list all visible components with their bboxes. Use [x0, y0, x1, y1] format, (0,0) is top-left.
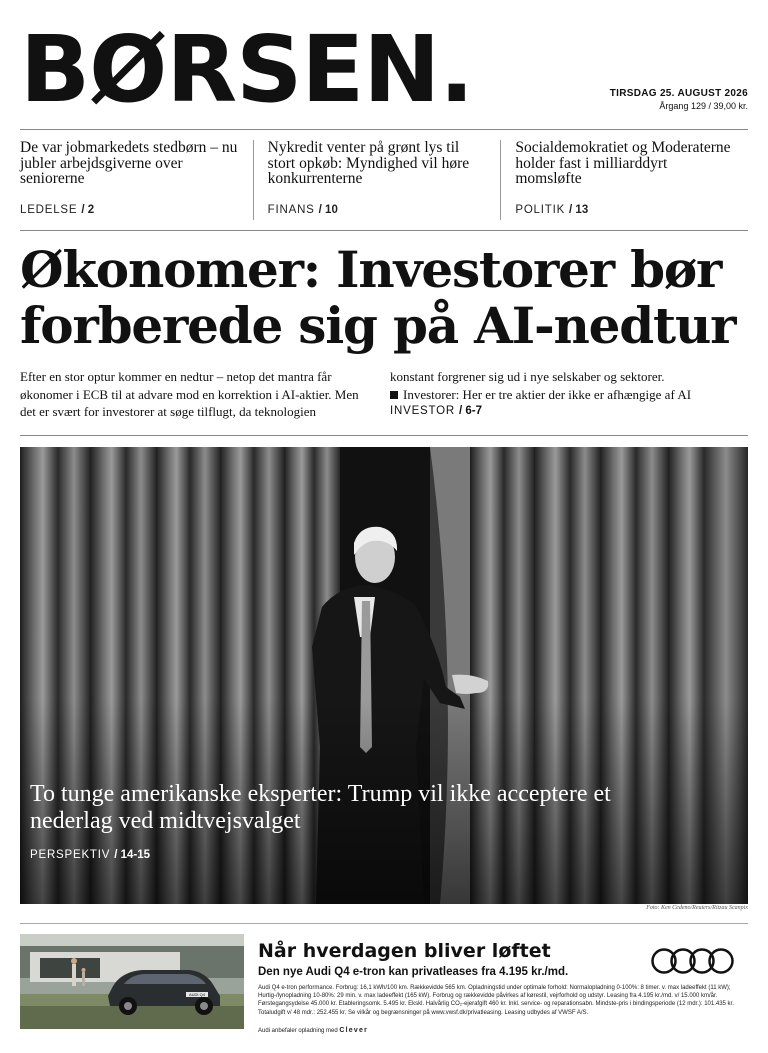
photo-credit: Foto: Ken Cedeno/Reuters/Ritzau Scanpix	[646, 905, 748, 911]
clever-logo: Clever	[339, 1027, 369, 1034]
divider	[20, 435, 748, 436]
main-headline[interactable]: Økonomer: Investorer bør forberede sig på AI-nedtur	[20, 240, 736, 355]
car-photo-icon	[20, 934, 244, 1029]
teaser-finans[interactable]	[253, 140, 501, 220]
issue-date: TIRSDAG 25. AUGUST 2026	[609, 88, 748, 99]
main-lede-continued	[390, 368, 748, 421]
lede-continuation: konstant forgrener sig ud i nye selskaber og sektorer.	[390, 369, 665, 384]
lead-photo[interactable]	[20, 447, 748, 904]
newspaper-logo[interactable]: BØRSEN.	[20, 16, 474, 123]
bullet-icon	[390, 391, 398, 399]
audi-advertisement[interactable]	[20, 934, 748, 1034]
ad-fine-print: Audi Q4 e-tron performance. Forbrug: 16,1 kWh/100 km. Rækkevidde 565 km. Opladningstid under optimale forhold: Normalopladning 0-100%: 8 timer. v. max ladeeffekt (11 kW); Hurtig-/lynopladning 10-80%: 29 min. v. max ladeeffekt (165 kW). Forbrug og rækkevidde påvirkes af kørestil, vejrforhold og udstyr. Leasing fra 4.195 kr./md. v/ 15.000 km/år. Førstegangsydelse 45.000 kr. Etableringsomk. 5.495 kr. Ekskl. Halvårlig CO₂-ejerafgift 460 kr. Inkl. service- og reparationsabn. Mindste-pris i bindingsperiode (12 mdr.): 101.435 kr. Totaludgift v/ 48 mdr.: 252.455 kr. Se vilkår og begrænsninger på www.vwsf.dk/privatleasing. Leasing udbydes af VWSF A/S.	[258, 985, 734, 1016]
divider	[20, 230, 748, 231]
teaser-politik[interactable]	[500, 140, 748, 220]
teaser-title: De var jobmarkedets stedbørn – nu jubler arbejdsgiverne over seniorerne	[20, 139, 238, 187]
teaser-ledelse[interactable]	[20, 140, 253, 220]
teaser-section: LEDELSE / 2	[20, 204, 95, 216]
photo-headline[interactable]: To tunge amerikanske eksperter: Trump vil ikke acceptere et nederlag ved midtvejsvalget	[30, 781, 611, 834]
related-link[interactable]: Investorer: Her er tre aktier der ikke er afhængige af AI	[390, 386, 748, 404]
divider	[20, 129, 748, 130]
date-block	[610, 88, 748, 111]
car-plate: AUDI Q4	[188, 992, 206, 997]
masthead	[20, 16, 748, 123]
teaser-section: POLITIK / 13	[515, 204, 589, 216]
divider	[20, 923, 748, 924]
curtain-photo-icon	[20, 447, 748, 904]
main-section-tag: INVESTOR / 6-7	[390, 405, 482, 417]
ad-charging-note: Audi anbefaler opladning med Clever	[258, 1027, 369, 1034]
ad-subtitle: Den nye Audi Q4 e-tron kan privatleases fra 4.195 kr./md.	[258, 966, 569, 978]
teaser-section: FINANS / 10	[267, 204, 338, 216]
issue-edition: Årgang 129 / 39,00 kr.	[659, 101, 748, 111]
photo-section-tag: PERSPEKTIV / 14-15	[30, 849, 151, 861]
teaser-title: Nykredit venter på grønt lys til stort opkøb: Myndighed vil høre konkurrenterne	[267, 139, 470, 187]
teaser-title: Socialdemokratiet og Moderaterne holder fast i milliarddyrt momsløfte	[515, 139, 731, 187]
teaser-row	[20, 140, 748, 220]
ad-title: Når hverdagen bliver løftet	[258, 940, 551, 962]
main-lede: Efter en stor optur kommer en nedtur – netop det mantra får økonomer i ECB til at advare mod en korrektion i AI-aktier. Men det er svært for investorer at søge tilflugt, da teknologien	[20, 369, 359, 419]
ad-car-photo	[20, 934, 244, 1029]
audi-rings-icon	[650, 946, 736, 976]
